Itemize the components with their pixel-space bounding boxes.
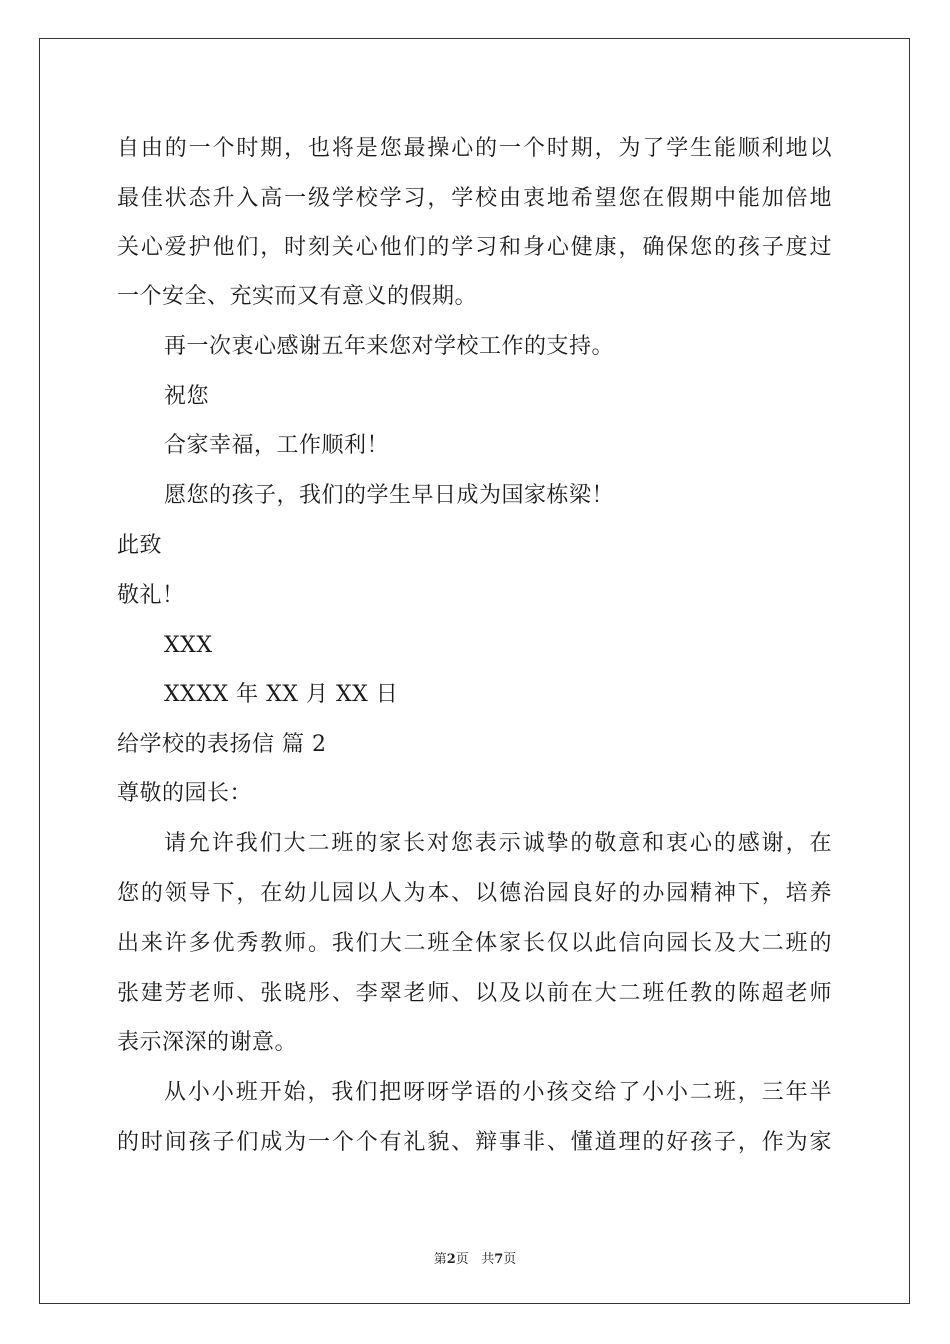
- paragraph-line: 再一次衷心感谢五年来您对学校工作的支持。: [164, 334, 615, 359]
- footer-page-suffix: 页: [455, 1252, 469, 1267]
- wish-line: 合家幸福，工作顺利！: [164, 433, 390, 458]
- closing-line: 此致: [117, 533, 163, 558]
- paragraph-line: 从小小班开始，我们把呀呀学语的小孩交给了小小二班，三年半: [164, 1080, 832, 1105]
- paragraph-line: 自由的一个时期，也将是您最操心的一个时期，为了学生能顺利地以: [117, 136, 832, 161]
- paragraph-line: 出来许多优秀教师。我们大二班全体家长仅以此信向园长及大二班的: [117, 931, 832, 956]
- current-page-number: 2: [446, 1252, 456, 1267]
- footer-total-prefix: 共: [481, 1252, 495, 1267]
- page-border: [39, 38, 910, 1304]
- date-line: XXXX 年 XX 月 XX 日: [164, 682, 399, 707]
- paragraph-line: 最佳状态升入高一级学校学习，学校由衷地希望您在假期中能加倍地: [117, 186, 832, 211]
- greeting-line: 祝您: [164, 384, 210, 409]
- paragraph-line: 张建芳老师、张晓彤、李翠老师、以及以前在大二班任教的陈超老师: [117, 981, 832, 1006]
- paragraph-line: 关心爱护他们，时刻关心他们的学习和身心健康，确保您的孩子度过: [117, 235, 832, 260]
- paragraph-line: 请允许我们大二班的家长对您表示诚挚的敬意和衷心的感谢，在: [164, 831, 832, 856]
- page-footer: [0, 1248, 950, 1267]
- paragraph-line: 表示深深的谢意。: [117, 1030, 298, 1055]
- salutation: 尊敬的园长：: [117, 781, 253, 806]
- signature: XXX: [164, 633, 213, 658]
- paragraph-line: 一个安全、充实而又有意义的假期。: [117, 284, 478, 309]
- paragraph-line: 的时间孩子们成为一个个有礼貌、辩事非、懂道理的好孩子，作为家: [117, 1130, 832, 1155]
- closing-salute: 敬礼！: [117, 583, 185, 608]
- paragraph-line: 您的领导下，在幼儿园以人为本、以德治园良好的办园精神下，培养: [117, 881, 832, 906]
- wish-line: 愿您的孩子，我们的学生早日成为国家栋梁！: [164, 483, 615, 508]
- footer-total-suffix: 页: [503, 1252, 517, 1267]
- total-page-number: 7: [494, 1252, 504, 1267]
- section-title: 给学校的表扬信 篇 2: [117, 732, 327, 757]
- footer-prefix: 第: [433, 1252, 447, 1267]
